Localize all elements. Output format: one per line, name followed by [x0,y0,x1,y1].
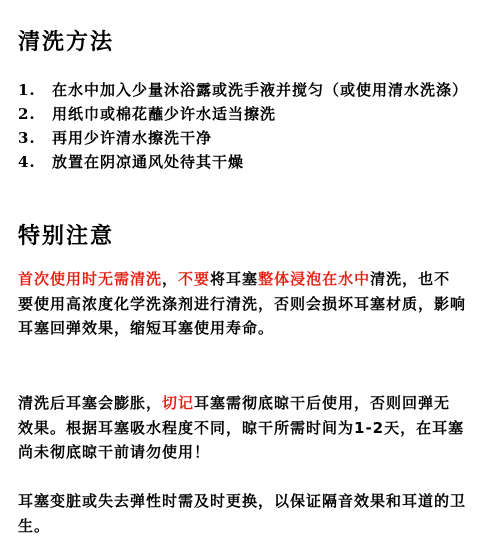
step-text: 在水中加入少量沐浴露或洗手液并搅匀（或使用清水洗涤） [52,81,469,99]
note-paragraph-replacement: 耳塞变脏或失去弹性时需及时更换，以保证隔音效果和耳道的卫生。 [18,492,467,535]
note-text: ， [162,270,179,288]
warning-highlight: 不要 [178,270,211,288]
note-paragraph-first-use [18,267,466,341]
note-text: 耳塞需彻底晾干后使用，否则回弹无效果。根据耳塞吸水程度不同，晾干所需时间为1-2天，在耳塞尚未彻底晾干前请勿使用！ [18,394,465,461]
step-text: 再用少许清水擦洗干净 [52,129,213,147]
step-item [18,150,468,174]
step-item [18,126,468,150]
step-item [18,102,468,126]
step-number: 4. [18,153,36,171]
warning-highlight: 切记 [162,394,195,412]
note-text: 将耳塞 [210,270,259,288]
step-text: 用纸巾或棉花蘸少许水适当擦洗 [52,105,277,123]
step-item [18,78,468,102]
section-title-cleaning-method: 清洗方法 [18,30,115,55]
note-text: 清洗后耳塞会膨胀， [18,394,163,412]
step-text: 放置在阴凉通风处待其干燥 [52,153,245,171]
note-text: 清洗，也不要使用高浓度化学洗涤剂进行清洗，否则会损坏耳塞材质，影响耳塞回弹效果，缩短耳塞使用寿命。 [18,270,467,337]
warning-highlight: 整体浸泡在水中 [258,270,371,288]
step-number: 3. [18,129,36,147]
step-number: 2. [18,105,36,123]
step-number: 1. [18,81,36,99]
note-paragraph-drying [18,391,466,465]
warning-highlight: 首次使用时无需清洗 [18,270,163,288]
cleaning-steps-list [18,78,468,174]
section-title-special-notes: 特别注意 [18,224,115,249]
